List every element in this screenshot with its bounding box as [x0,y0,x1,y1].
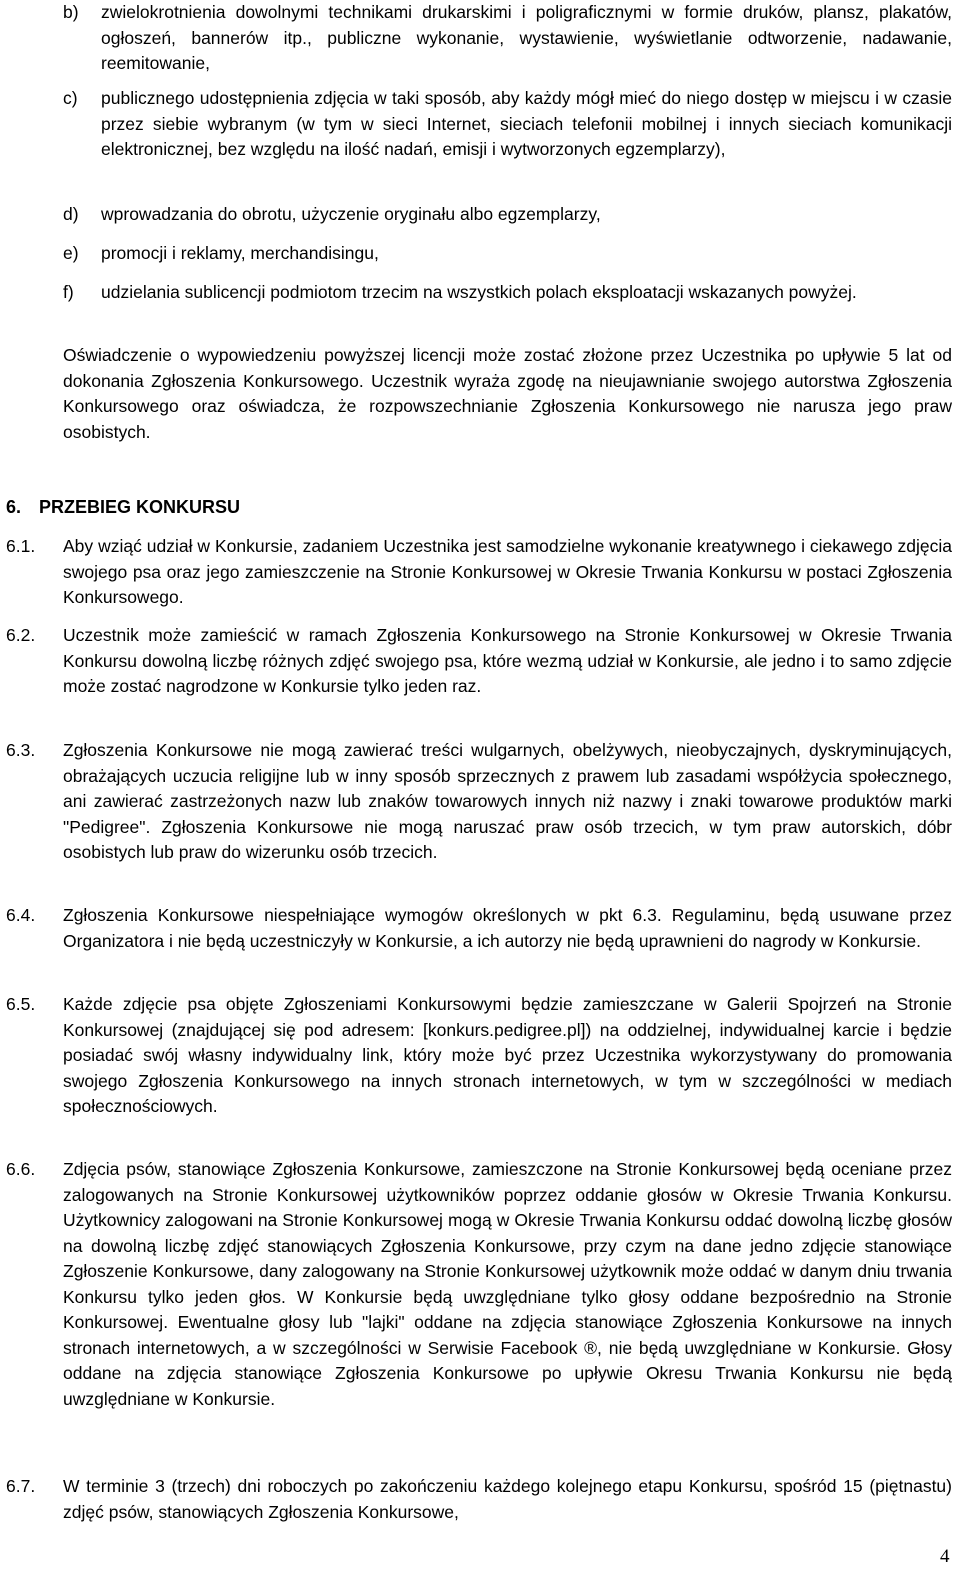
clause-text: Uczestnik może zamieścić w ramach Zgłoszenia Konkursowego na Stronie Konkursowej w Okresie Trwania Konkursu dowolną liczbę różnych zdjęć swojego psa, które wezmą udział w Konkursie, ale jedno i to samo zdjęcie może zostać nagrodzone w Konkursie tylko jeden raz. [63,625,952,696]
page-number: 4 [940,1546,950,1567]
list-item-text: wprowadzania do obrotu, użyczenie oryginału albo egzemplarzy, [101,204,601,224]
clause-number: 6.2. [6,625,36,645]
clause-number: 6.5. [6,994,36,1014]
clause-text: Aby wziąć udział w Konkursie, zadaniem Uczestnika jest samodzielne wykonanie kreatywnego i ciekawego zdjęcia swojego psa oraz jego zamieszczenie na Stronie Konkursowej w Okresie Trwania Konkursu w postaci Zgłoszenia Konkursowego. [63,536,952,607]
section-heading [6,495,240,521]
section-title: PRZEBIEG KONKURSU [39,497,241,517]
list-item-label: f) [63,282,74,302]
list-item-label: c) [63,88,78,108]
list-item-label: b) [63,2,79,22]
clause-number: 6.7. [6,1476,36,1496]
list-item-text: publicznego udostępnienia zdjęcia w taki sposób, aby każdy mógł mieć do niego dostęp w miejscu i w czasie przez siebie wybranym (w tym w sieci Internet, sieciach telefonii mobilnej i innych sieciach komunikacji elektronicznej, bez względu na ilość nadań, emisji i wytworzonych egzemplarzy), [101,88,952,159]
clause-text: Zdjęcia psów, stanowiące Zgłoszenia Konkursowe, zamieszczone na Stronie Konkursowej będą oceniane przez zalogowanych na Stronie Konkursowej użytkowników poprzez oddanie głosów w Okresie Trwania Konkursu. Użytkownicy zalogowani na Stronie Konkursowej mogą w Okresie Trwania Konkursu oddać dowolną liczbę głosów na dowolną liczbę zdjęć stanowiących Zgłoszenia Konkursowe, przy czym na dane jedno zdjęcie stanowiące Zgłoszenie Konkursowe, dany zalogowany na Stronie Konkursowej użytkownik może oddać w danym dniu trwania Konkursu tylko jeden głos. W Konkursie będą uwzględniane tylko głosy oddane bezpośrednio na Stronie Konkursowej. Ewentualne głosy lub "lajki" oddane na zdjęcia stanowiące Zgłoszenia Konkursowe na innych stronach internetowych, a w szczególności w Serwisie Facebook ®, nie będą uwzględniane w Konkursie. Głosy oddane na zdjęcia stanowiące Zgłoszenia Konkursowe po upływie Okresu Trwania Konkursu nie będą uwzględniane w Konkursie. [63,1159,952,1409]
clause-number: 6.1. [6,536,36,556]
clause-text: Zgłoszenia Konkursowe nie mogą zawierać treści wulgarnych, obelżywych, nieobyczajnych, dyskryminujących, obrażających uczucia religijne lub w inny sposób sprzecznych z prawem lub zasadami współżycia społecznego, ani zawierać zastrzeżonych nazw lub znaków towarowych innych niż nazwy i znaki towarowe produktów marki "Pedigree". Zgłoszenia Konkursowe nie mogą naruszać praw osób trzecich, w tym praw autorskich, dóbr osobistych lub praw do wizerunku osób trzecich. [63,740,952,862]
list-item-label: e) [63,243,79,263]
list-item-text: promocji i reklamy, merchandisingu, [101,243,379,263]
clause-text: Zgłoszenia Konkursowe niespełniające wymogów określonych w pkt 6.3. Regulaminu, będą usuwane przez Organizatora i nie będą uczestniczyły w Konkursie, a ich autorzy nie będą uprawnieni do nagrody w Konkursie. [63,905,952,951]
list-item-label: d) [63,204,79,224]
list-item-text: zwielokrotnienia dowolnymi technikami drukarskimi i poligraficznymi w formie druków, plansz, plakatów, ogłoszeń, bannerów itp., publiczne wykonanie, wystawienie, wyświetlanie odtworzenie, nadawanie, reemitowanie, [101,2,952,73]
clause-number: 6.3. [6,740,36,760]
clause-number: 6.4. [6,905,36,925]
statement-paragraph: Oświadczenie o wypowiedzeniu powyższej licencji może zostać złożone przez Uczestnika po upływie 5 lat od dokonania Zgłoszenia Konkursowego. Uczestnik wyraża zgodę na nieujawnianie swojego autorstwa Zgłoszenia Konkursowego oraz oświadcza, że rozpowszechnianie Zgłoszenia Konkursowego nie narusza jego praw osobistych. [63,345,952,442]
list-item-text: udzielania sublicencji podmiotom trzecim na wszystkich polach eksploatacji wskazanych powyżej. [101,282,857,302]
clause-number: 6.6. [6,1159,36,1179]
section-number: 6. [6,497,22,517]
clause-text: Każde zdjęcie psa objęte Zgłoszeniami Konkursowymi będzie zamieszczane w Galerii Spojrzeń na Stronie Konkursowej (znajdującej się pod adresem: [konkurs.pedigree.pl]) na oddzielnej, indywidualnej karcie i będzie posiadać swój własny indywidualny link, który może być przez Uczestnika wykorzystywany do promowania swojego Zgłoszenia Konkursowego na innych stronach internetowych, w tym w szczególności w mediach społecznościowych. [63,994,952,1116]
clause-text: W terminie 3 (trzech) dni roboczych po zakończeniu każdego kolejnego etapu Konkursu, spośród 15 (piętnastu) zdjęć psów, stanowiących Zgłoszenia Konkursowe, [63,1476,952,1522]
